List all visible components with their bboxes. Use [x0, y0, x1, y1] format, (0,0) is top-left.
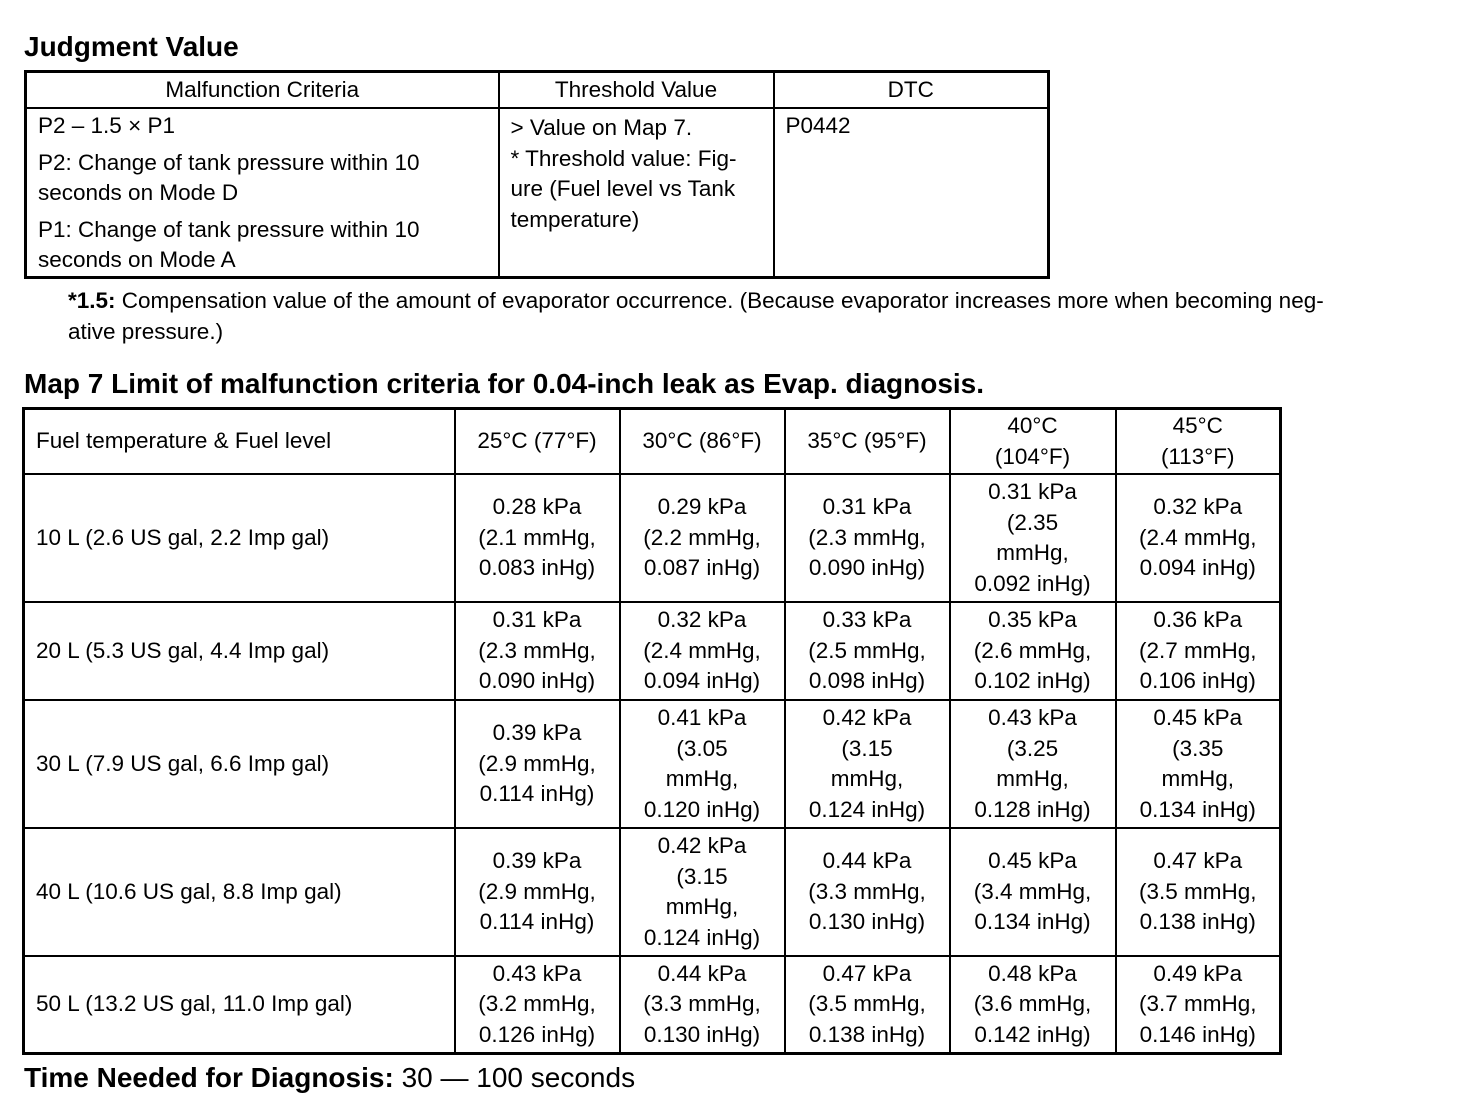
header-temp-30 — [620, 409, 785, 475]
header-temp-line1: 40°C — [1007, 413, 1058, 438]
pressure-value-line: (3.35 — [1172, 735, 1224, 761]
header-temp-25 — [455, 409, 620, 475]
pressure-value-line: (3.7 mmHg, — [1138, 991, 1257, 1016]
map-row — [24, 700, 1281, 828]
pressure-value-line: 0.138 inHg) — [1139, 909, 1256, 935]
header-temp-45 — [1116, 409, 1281, 475]
threshold-line3: ure (Fuel level vs Tank — [510, 176, 736, 201]
pressure-value-line: 0.130 inHg) — [808, 909, 926, 935]
criteria-p2-line2: seconds on Mode D — [38, 180, 239, 205]
header-dtc: DTC — [774, 72, 1049, 109]
pressure-limit-cell — [1116, 828, 1281, 956]
compensation-note — [68, 286, 1468, 347]
dtc-cell — [774, 108, 1049, 277]
pressure-value-line: (3.5 mmHg, — [1138, 878, 1257, 904]
fuel-level-label: 30 L (7.9 US gal, 6.6 Imp gal) — [24, 700, 455, 828]
map-row — [24, 474, 1281, 602]
pressure-limit-cell — [620, 828, 785, 956]
pressure-value-line: 0.094 inHg) — [643, 668, 761, 694]
pressure-limit-cell — [785, 474, 950, 602]
pressure-value-line: 0.47 kPa — [822, 960, 912, 986]
fuel-level-label: 40 L (10.6 US gal, 8.8 Imp gal) — [24, 828, 455, 956]
map-row — [24, 602, 1281, 700]
pressure-value-line: (2.9 mmHg, — [478, 750, 596, 776]
criteria-p2-line1: P2: Change of tank pressure within 10 — [38, 149, 420, 175]
map-row — [24, 956, 1281, 1053]
pressure-value-line: 0.114 inHg) — [479, 909, 595, 935]
judgment-value-title: Judgment Value — [24, 31, 239, 62]
header-fuel-temp-level: Fuel temperature & Fuel level — [24, 409, 455, 475]
header-threshold-value: Threshold Value — [499, 72, 774, 109]
fuel-level-label: 10 L (2.6 US gal, 2.2 Imp gal) — [24, 474, 455, 602]
pressure-limit-cell — [785, 828, 950, 956]
pressure-value-line: 0.134 inHg) — [1139, 796, 1256, 822]
pressure-value-line: 0.39 kPa — [492, 720, 582, 746]
header-temp-line1: 25°C (77°F) — [477, 428, 597, 454]
pressure-limit-cell — [620, 700, 785, 828]
judgment-value-table — [24, 70, 1050, 279]
header-temp-35 — [785, 409, 950, 475]
pressure-value-line: 0.43 kPa — [988, 705, 1077, 730]
pressure-value-line: (2.9 mmHg, — [478, 878, 596, 904]
pressure-value-line: (3.25 — [1006, 735, 1059, 761]
pressure-value-line: (3.15 — [676, 863, 728, 889]
pressure-value-line: 0.138 inHg) — [808, 1021, 926, 1047]
pressure-value-line: 0.102 inHg) — [974, 668, 1091, 694]
pressure-limit-cell — [620, 602, 785, 700]
map-header-row — [24, 409, 1281, 475]
map-7-table — [22, 407, 1282, 1055]
header-temp-line1: 30°C (86°F) — [642, 428, 762, 454]
pressure-value-line: 0.31 kPa — [492, 607, 582, 633]
pressure-limit-cell — [785, 602, 950, 700]
pressure-value-line: 0.42 kPa — [822, 705, 912, 730]
pressure-value-line: (2.5 mmHg, — [808, 637, 926, 663]
pressure-limit-cell — [455, 602, 620, 700]
pressure-value-line: 0.083 inHg) — [478, 555, 596, 581]
pressure-value-line: 0.44 kPa — [822, 848, 912, 874]
threshold-value-cell — [499, 108, 774, 277]
header-malfunction-criteria: Malfunction Criteria — [26, 72, 499, 109]
pressure-value-line: (3.5 mmHg, — [808, 991, 926, 1016]
pressure-value-line: (2.4 mmHg, — [643, 637, 761, 663]
pressure-value-line: 0.128 inHg) — [974, 796, 1091, 822]
pressure-limit-cell — [455, 828, 620, 956]
pressure-value-line: 0.090 inHg) — [478, 668, 596, 694]
criteria-formula: P2 – 1.5 × P1 — [38, 113, 175, 138]
pressure-value-line: 0.31 kPa — [988, 479, 1077, 504]
pressure-limit-cell — [950, 474, 1116, 602]
pressure-value-line: 0.29 kPa — [657, 494, 747, 520]
pressure-value-line: mmHg, — [665, 766, 739, 791]
header-temp-line1: 45°C — [1172, 413, 1223, 438]
malfunction-criteria-cell — [26, 108, 499, 277]
pressure-value-line: (3.4 mmHg, — [973, 878, 1092, 904]
pressure-value-line: 0.098 inHg) — [808, 668, 926, 694]
pressure-value-line: 0.126 inHg) — [478, 1021, 596, 1047]
pressure-value-line: mmHg, — [1161, 766, 1234, 791]
pressure-value-line: 0.32 kPa — [1153, 494, 1243, 520]
pressure-value-line: 0.42 kPa — [657, 833, 747, 858]
pressure-value-line: 0.44 kPa — [657, 960, 747, 986]
pressure-value-line: mmHg, — [665, 894, 739, 919]
pressure-value-line: 0.31 kPa — [822, 494, 912, 520]
pressure-value-line: (2.3 mmHg, — [808, 524, 926, 550]
pressure-value-line: 0.35 kPa — [988, 607, 1077, 633]
pressure-value-line: (3.05 — [676, 735, 728, 761]
threshold-line1: > Value on Map 7. — [510, 115, 693, 140]
pressure-value-line: 0.092 inHg) — [974, 570, 1091, 596]
pressure-value-line: 0.087 inHg) — [643, 555, 761, 581]
time-label: Time Needed for Diagnosis: — [24, 1062, 394, 1093]
pressure-limit-cell — [950, 956, 1116, 1053]
pressure-value-line: 0.106 inHg) — [1139, 668, 1256, 694]
pressure-limit-cell — [950, 700, 1116, 828]
threshold-line4: temperature) — [510, 206, 640, 232]
pressure-value-line: (2.1 mmHg, — [478, 524, 596, 550]
pressure-limit-cell — [455, 700, 620, 828]
pressure-value-line: 0.124 inHg) — [643, 924, 761, 950]
pressure-value-line: 0.094 inHg) — [1139, 555, 1256, 581]
pressure-limit-cell — [785, 956, 950, 1053]
pressure-value-line: 0.43 kPa — [492, 960, 582, 986]
header-temp-40 — [950, 409, 1116, 475]
pressure-value-line: 0.47 kPa — [1153, 848, 1243, 874]
criteria-p1-line1: P1: Change of tank pressure within 10 — [38, 216, 420, 242]
pressure-value-line: 0.28 kPa — [492, 494, 582, 520]
pressure-limit-cell — [455, 956, 620, 1053]
pressure-value-line: (2.2 mmHg, — [643, 524, 761, 550]
pressure-limit-cell — [455, 474, 620, 602]
pressure-limit-cell — [785, 700, 950, 828]
header-temp-line1: 35°C (95°F) — [807, 428, 927, 454]
time-needed — [24, 1062, 635, 1094]
fuel-level-label: 20 L (5.3 US gal, 4.4 Imp gal) — [24, 602, 455, 700]
pressure-value-line: mmHg, — [830, 766, 904, 791]
pressure-limit-cell — [1116, 474, 1281, 602]
header-temp-line2: (113°F) — [1160, 443, 1235, 469]
pressure-value-line: 0.142 inHg) — [974, 1021, 1091, 1047]
pressure-value-line: (3.2 mmHg, — [478, 991, 596, 1016]
pressure-value-line: 0.124 inHg) — [808, 796, 926, 822]
pressure-value-line: (3.15 — [841, 735, 893, 761]
pressure-value-line: 0.45 kPa — [988, 848, 1077, 874]
note-text: Compensation value of the amount of evaporator occurrence. (Because evaporator increases more when becoming neg- — [115, 288, 1324, 313]
criteria-p1-line2: seconds on Mode A — [38, 247, 236, 272]
fuel-level-label: 50 L (13.2 US gal, 11.0 Imp gal) — [24, 956, 455, 1053]
pressure-value-line: 0.146 inHg) — [1139, 1021, 1256, 1047]
map-row — [24, 828, 1281, 956]
pressure-value-line: 0.120 inHg) — [643, 796, 761, 822]
pressure-limit-cell — [950, 828, 1116, 956]
note-label: *1.5: — [68, 288, 116, 313]
pressure-value-line: 0.114 inHg) — [479, 781, 595, 807]
pressure-limit-cell — [620, 474, 785, 602]
pressure-value-line: mmHg, — [996, 766, 1069, 791]
pressure-value-line: 0.090 inHg) — [808, 555, 926, 581]
pressure-value-line: 0.130 inHg) — [643, 1021, 761, 1047]
pressure-value-line: 0.41 kPa — [657, 705, 747, 730]
pressure-limit-cell — [1116, 956, 1281, 1053]
note-text-continued: ative pressure.) — [68, 318, 224, 344]
pressure-value-line: (2.7 mmHg, — [1138, 637, 1257, 663]
pressure-limit-cell — [620, 956, 785, 1053]
pressure-value-line: 0.48 kPa — [988, 960, 1077, 986]
pressure-value-line: 0.33 kPa — [822, 607, 912, 633]
pressure-value-line: 0.39 kPa — [492, 848, 582, 874]
threshold-line2: * Threshold value: Fig- — [510, 145, 737, 171]
pressure-value-line: (2.6 mmHg, — [973, 637, 1092, 663]
pressure-value-line: (2.4 mmHg, — [1138, 524, 1257, 550]
pressure-value-line: (2.3 mmHg, — [478, 637, 596, 663]
dtc-code: P0442 — [785, 113, 851, 138]
pressure-limit-cell — [1116, 602, 1281, 700]
pressure-limit-cell — [950, 602, 1116, 700]
pressure-limit-cell — [1116, 700, 1281, 828]
pressure-value-line: (2.35 — [1006, 509, 1059, 535]
time-value: 30 — 100 seconds — [393, 1062, 636, 1093]
pressure-value-line: 0.45 kPa — [1153, 705, 1243, 730]
pressure-value-line: (3.3 mmHg, — [643, 991, 761, 1016]
pressure-value-line: 0.49 kPa — [1153, 960, 1243, 986]
pressure-value-line: 0.32 kPa — [657, 607, 747, 633]
map-title: Map 7 Limit of malfunction criteria for 0.04-inch leak as Evap. diagnosis. — [24, 368, 985, 399]
pressure-value-line: (3.6 mmHg, — [973, 991, 1092, 1016]
pressure-value-line: 0.134 inHg) — [974, 909, 1091, 935]
pressure-value-line: mmHg, — [996, 540, 1069, 565]
pressure-value-line: (3.3 mmHg, — [808, 878, 926, 904]
pressure-value-line: 0.36 kPa — [1153, 607, 1243, 633]
header-temp-line2: (104°F) — [994, 443, 1071, 469]
